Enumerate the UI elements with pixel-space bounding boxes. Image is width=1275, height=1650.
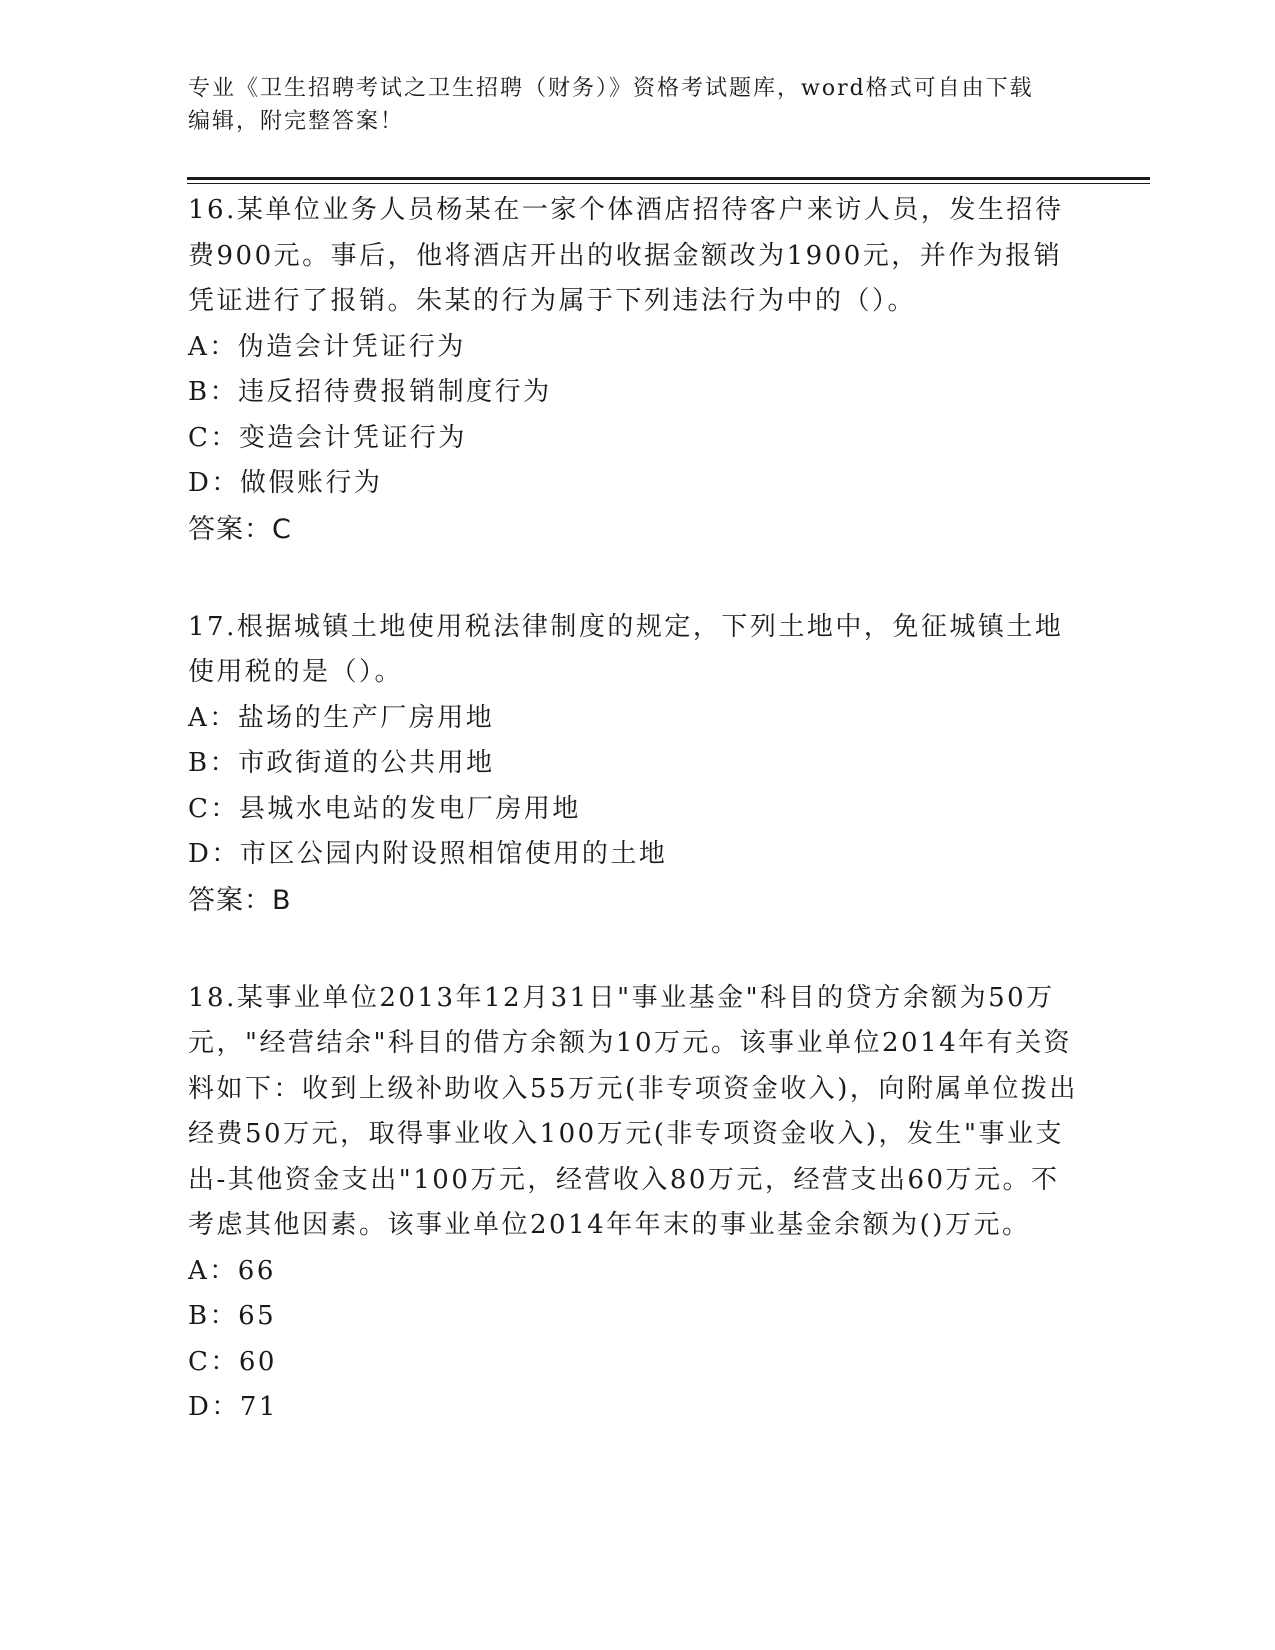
answer-label: 答案：C [188,513,292,545]
option-c: C：县城水电站的发电厂房用地 [188,793,581,824]
option-c: C：变造会计凭证行为 [188,422,467,453]
option-b: B：市政街道的公共用地 [188,748,495,778]
header-line-2: 编辑，附完整答案！ [188,109,405,134]
question-text: 17.根据城镇土地使用税法律制度的规定，下列土地中，免征城镇土地使用税的是（）。 [188,611,1064,687]
option-c: C：60 [188,1346,277,1377]
header-divider-thick [187,177,1150,180]
option-b: B：违反招待费报销制度行为 [188,377,552,407]
option-a: A：伪造会计凭证行为 [188,331,466,362]
option-b: B：65 [188,1301,277,1331]
option-d: D：71 [188,1392,278,1422]
question-text: 16.某单位业务人员杨某在一家个体酒店招待客户来访人员，发生招待费900元。事后，他将酒店开出的收据金额改为1900元，并作为报销凭证进行了报销。朱某的行为属于下列违法行为中的（）。 [188,195,1064,316]
question-text: 18.某事业单位2013年12月31日"事业基金"科目的贷方余额为50万元，"经营结余"科目的借方余额为10万元。该事业单位2014年有关资料如下：收到上级补助收入55万元(非专项资金收入)，向附属单位拨出经费50万元，取得事业收入100万元(非专项资金收入)，发生"事业支出-其他资金支出"100万元，经营收入80万元，经营支出60万元。不考虑其他因素。该事业单位2014年年末的事业基金余额为()万元。 [188,982,1078,1240]
answer-label: 答案：B [188,884,292,916]
option-a: A：盐场的生产厂房用地 [188,702,495,733]
question-17 [188,605,1088,924]
option-d: D：市区公园内附设照相馆使用的土地 [188,839,668,869]
question-16 [188,188,1088,553]
document-header [188,72,1068,138]
question-list [188,188,1088,1483]
option-a: A：66 [188,1255,276,1286]
header-line-1: 专业《卫生招聘考试之卫生招聘（财务）》资格考试题库，word格式可自由下载 [188,76,1034,101]
question-18 [188,976,1088,1431]
header-divider-thin [187,183,1150,184]
option-d: D：做假账行为 [188,468,383,498]
